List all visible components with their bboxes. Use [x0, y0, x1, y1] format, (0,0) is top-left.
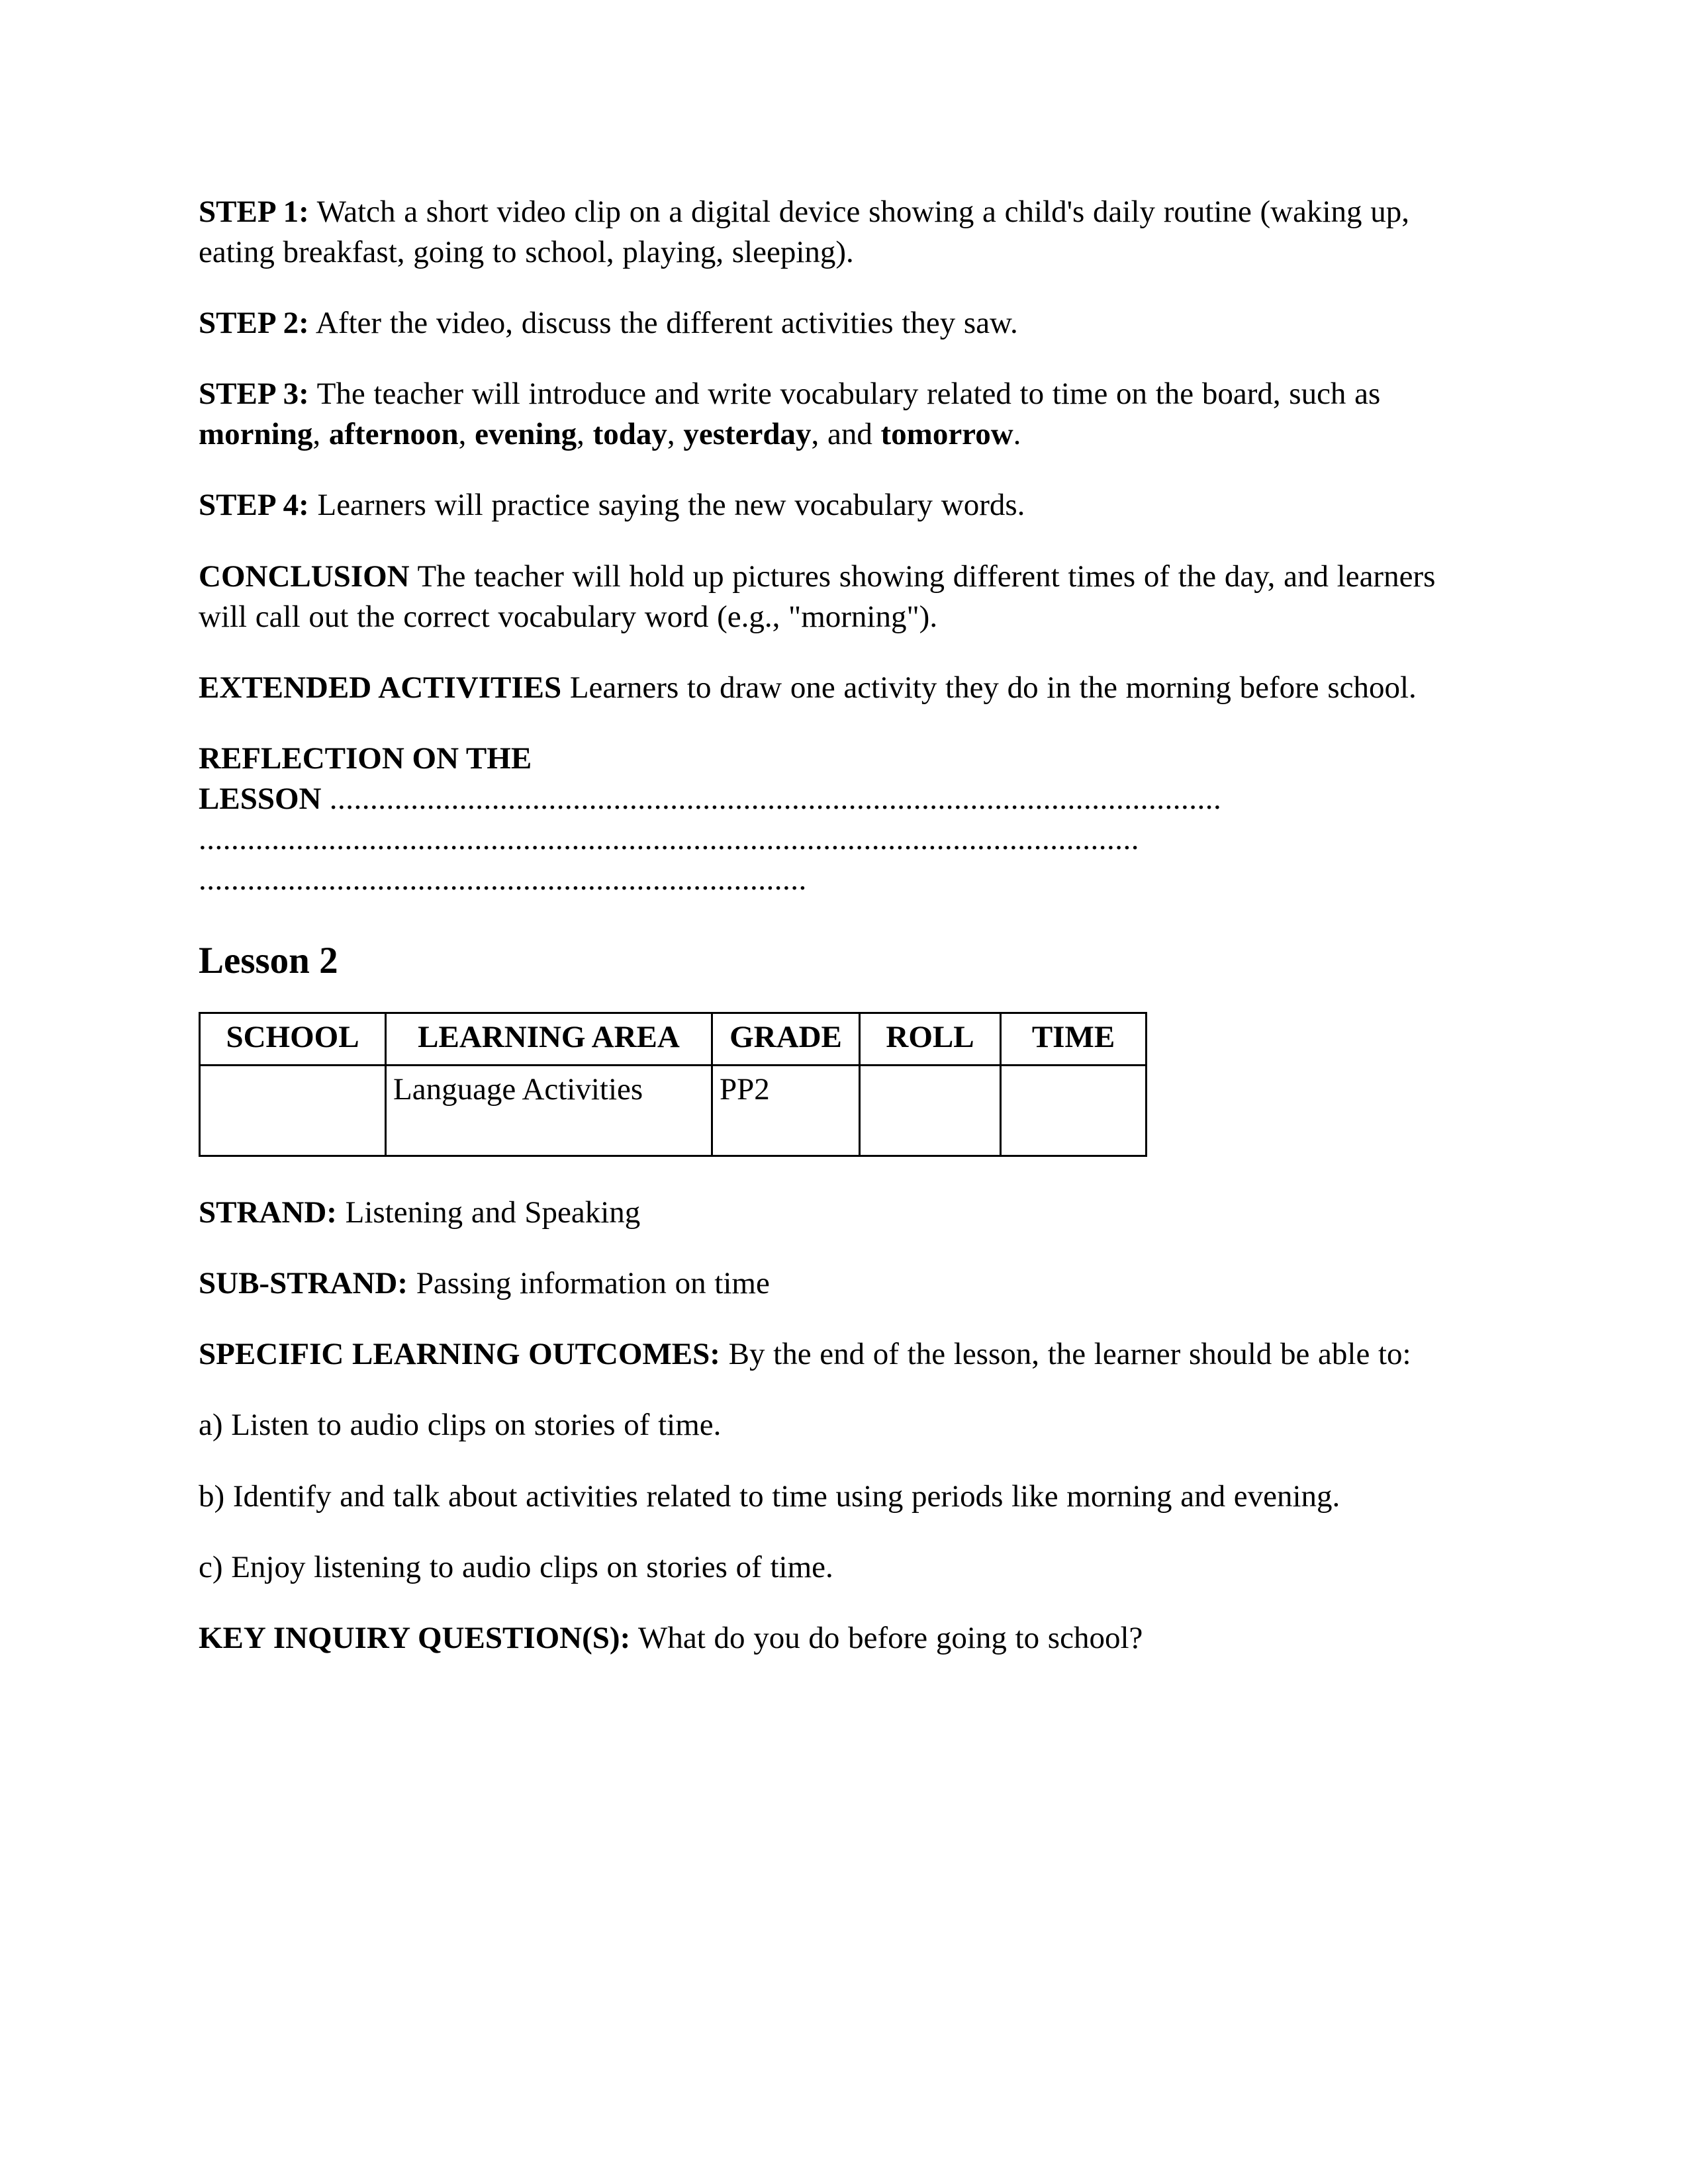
table-cell-school[interactable]: [200, 1066, 386, 1156]
table-body: [200, 1066, 1147, 1156]
sub-strand-value: Passing information on time: [408, 1266, 770, 1301]
key-inquiry-label: KEY INQUIRY QUESTION(S):: [199, 1620, 631, 1655]
key-inquiry-paragraph: [199, 1618, 1450, 1659]
step-3-text-before: The teacher will introduce and write vocabulary related to time on the board, such as: [308, 377, 1381, 412]
vocab-sep-1: ,: [312, 417, 329, 452]
strand-value: Listening and Speaking: [336, 1195, 641, 1230]
table-cell-roll[interactable]: [860, 1066, 1001, 1156]
vocab-sep-5: , and: [811, 417, 881, 452]
table-header-learning-area: LEARNING AREA: [386, 1013, 712, 1066]
step-3-label: STEP 3:: [199, 377, 309, 412]
conclusion-text: The teacher will hold up pictures showing different times of the day, and learners will call out the correct vocabulary word (e.g., "morning").: [199, 559, 1436, 634]
step-3-text-after: .: [1013, 417, 1021, 452]
step-4-paragraph: [199, 485, 1450, 525]
vocab-word-morning: morning: [199, 417, 313, 452]
reflection-dots-3: ...........................................................................: [199, 862, 807, 897]
table-header: [200, 1013, 1147, 1066]
table-header-grade: GRADE: [712, 1013, 860, 1066]
reflection-dots-1: ..............................................................................................................: [321, 781, 1222, 816]
key-inquiry-value: What do you do before going to school?: [630, 1620, 1143, 1655]
vocab-sep-4: ,: [667, 417, 684, 452]
reflection-title-line-1: REFLECTION ON THE: [199, 741, 532, 776]
extended-activities-label: EXTENDED ACTIVITIES: [199, 670, 562, 705]
learning-outcome-item-b: b) Identify and talk about activities related to time using periods like morning and evening.: [199, 1479, 1340, 1514]
table-cell-time[interactable]: [1001, 1066, 1147, 1156]
strand-label: STRAND:: [199, 1195, 337, 1230]
step-2-paragraph: [199, 303, 1450, 343]
table-row: [200, 1066, 1147, 1156]
step-1-paragraph: [199, 192, 1450, 273]
vocab-word-afternoon: afternoon: [328, 417, 459, 452]
learning-outcomes-paragraph: [199, 1334, 1450, 1375]
step-4-text: Learners will practice saying the new vocabulary words.: [308, 488, 1025, 523]
step-2-text: After the video, discuss the different activities they saw.: [308, 306, 1018, 341]
sub-strand-paragraph: [199, 1263, 1450, 1304]
conclusion-paragraph: [199, 557, 1450, 637]
step-3-paragraph: [199, 374, 1450, 455]
vocab-word-yesterday: yesterday: [683, 417, 812, 452]
learning-outcomes-intro: By the end of the lesson, the learner should be able to:: [720, 1337, 1411, 1372]
table-header-roll: ROLL: [860, 1013, 1001, 1066]
reflection-title-line-2: LESSON: [199, 781, 322, 816]
conclusion-label: CONCLUSION: [199, 559, 410, 594]
extended-activities-text: Learners to draw one activity they do in the morning before school.: [561, 670, 1417, 705]
step-1-label: STEP 1:: [199, 195, 309, 229]
strand-paragraph: [199, 1193, 1450, 1233]
extended-activities-paragraph: [199, 668, 1450, 708]
vocab-word-today: today: [592, 417, 667, 452]
table-cell-learning-area[interactable]: Language Activities: [386, 1066, 712, 1156]
lesson-heading: Lesson 2: [199, 940, 338, 982]
vocab-sep-2: ,: [458, 417, 475, 452]
reflection-dots-2: ....................................................................................................................: [199, 822, 1139, 857]
step-4-label: STEP 4:: [199, 488, 309, 523]
step-1-text: Watch a short video clip on a digital device showing a child's daily routine (waking up, eating breakfast, going to school, playing, sleeping).: [199, 195, 1409, 270]
sub-strand-label: SUB-STRAND:: [199, 1266, 408, 1301]
learning-outcome-item-c: c) Enjoy listening to audio clips on stories of time.: [199, 1549, 833, 1584]
vocab-sep-3: ,: [577, 417, 593, 452]
table-cell-grade[interactable]: PP2: [712, 1066, 860, 1156]
table-header-row: [200, 1013, 1147, 1066]
document-body: [199, 192, 1450, 1659]
lesson-info-table: [199, 1012, 1147, 1157]
reflection-block: [199, 739, 1450, 900]
reflection-line-2: [199, 779, 1450, 819]
table-header-time: TIME: [1001, 1013, 1147, 1066]
table-header-school: SCHOOL: [200, 1013, 386, 1066]
learning-outcomes-label: SPECIFIC LEARNING OUTCOMES:: [199, 1337, 720, 1372]
vocab-word-evening: evening: [475, 417, 577, 452]
vocab-word-tomorrow: tomorrow: [880, 417, 1013, 452]
step-2-label: STEP 2:: [199, 306, 309, 341]
learning-outcome-item-a: a) Listen to audio clips on stories of time.: [199, 1408, 722, 1443]
